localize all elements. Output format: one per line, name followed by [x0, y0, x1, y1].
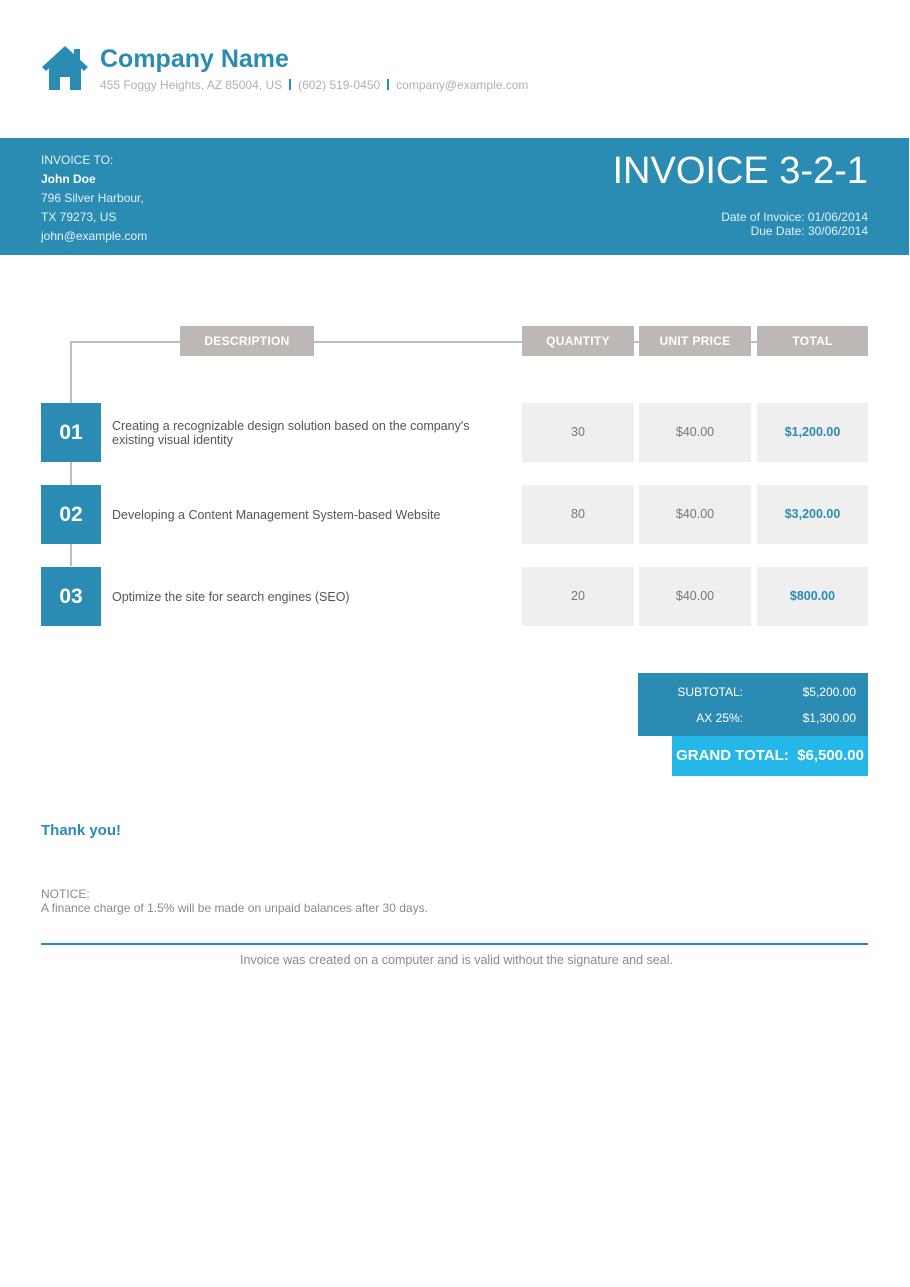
grand-total-label: GRAND TOTAL: — [676, 747, 789, 764]
footer-divider — [41, 943, 868, 945]
grand-total-value: $6,500.00 — [797, 747, 864, 764]
subtotal-label: SUBTOTAL: — [677, 685, 743, 699]
row-number: 01 — [41, 403, 101, 462]
row-unit-price: $40.00 — [639, 567, 751, 626]
table-row — [0, 403, 910, 462]
column-header-unit-price: UNIT PRICE — [639, 326, 751, 356]
table-row — [0, 567, 910, 626]
row-description — [112, 567, 507, 626]
row-unit-price: $40.00 — [639, 403, 751, 462]
notice — [41, 887, 428, 915]
grand-total — [672, 736, 868, 776]
client-address-line2: TX 79273, US — [41, 210, 117, 224]
tax-label: AX 25%: — [696, 711, 743, 725]
row-description — [112, 403, 507, 462]
row-quantity: 30 — [522, 403, 634, 462]
invoice-banner — [0, 138, 909, 255]
divider — [387, 79, 389, 90]
subtotal-value: $5,200.00 — [802, 685, 856, 699]
company-contact — [100, 78, 528, 92]
invoice-dates — [721, 210, 868, 238]
company-address: 455 Foggy Heights, AZ 85004, US — [100, 78, 283, 92]
validity-note: Invoice was created on a computer and is valid without the signature and seal. — [240, 953, 673, 967]
row-total: $1,200.00 — [757, 403, 868, 462]
notice-text: A finance charge of 1.5% will be made on unpaid balances after 30 days. — [41, 901, 428, 915]
invoice-title: INVOICE 3-2-1 — [612, 150, 868, 192]
row-unit-price: $40.00 — [639, 485, 751, 544]
row-description-text: Creating a recognizable design solution based on the company's existing visual identity — [112, 418, 470, 447]
row-total: $800.00 — [757, 567, 868, 626]
bill-to-label: INVOICE TO: — [41, 153, 114, 167]
company-email[interactable]: company@example.com — [396, 78, 529, 92]
thank-you: Thank you! — [41, 822, 122, 839]
due-date: Due Date: 30/06/2014 — [750, 224, 868, 238]
column-header-quantity: QUANTITY — [522, 326, 634, 356]
table-row — [0, 485, 910, 544]
client-name: John Doe — [41, 172, 96, 186]
notice-label: NOTICE: — [41, 887, 90, 901]
row-number: 03 — [41, 567, 101, 626]
company-phone: (602) 519-0450 — [298, 78, 381, 92]
client-address-line1: 796 Silver Harbour, — [41, 191, 144, 205]
company-name: Company Name — [100, 45, 289, 73]
row-quantity: 80 — [522, 485, 634, 544]
row-description-text: Developing a Content Management System-based Website — [112, 507, 441, 522]
row-description-text: Optimize the site for search engines (SEO) — [112, 589, 350, 604]
column-header-description: DESCRIPTION — [180, 326, 314, 356]
row-quantity: 20 — [522, 567, 634, 626]
invoice-date: Date of Invoice: 01/06/2014 — [721, 210, 868, 224]
row-total: $3,200.00 — [757, 485, 868, 544]
tax-value: $1,300.00 — [802, 711, 856, 725]
house-icon — [41, 44, 89, 92]
column-header-total: TOTAL — [757, 326, 868, 356]
bill-to — [41, 151, 147, 246]
totals-box — [638, 673, 868, 736]
client-email[interactable]: john@example.com — [41, 229, 148, 243]
row-description — [112, 485, 507, 544]
divider — [289, 79, 291, 90]
row-number: 02 — [41, 485, 101, 544]
